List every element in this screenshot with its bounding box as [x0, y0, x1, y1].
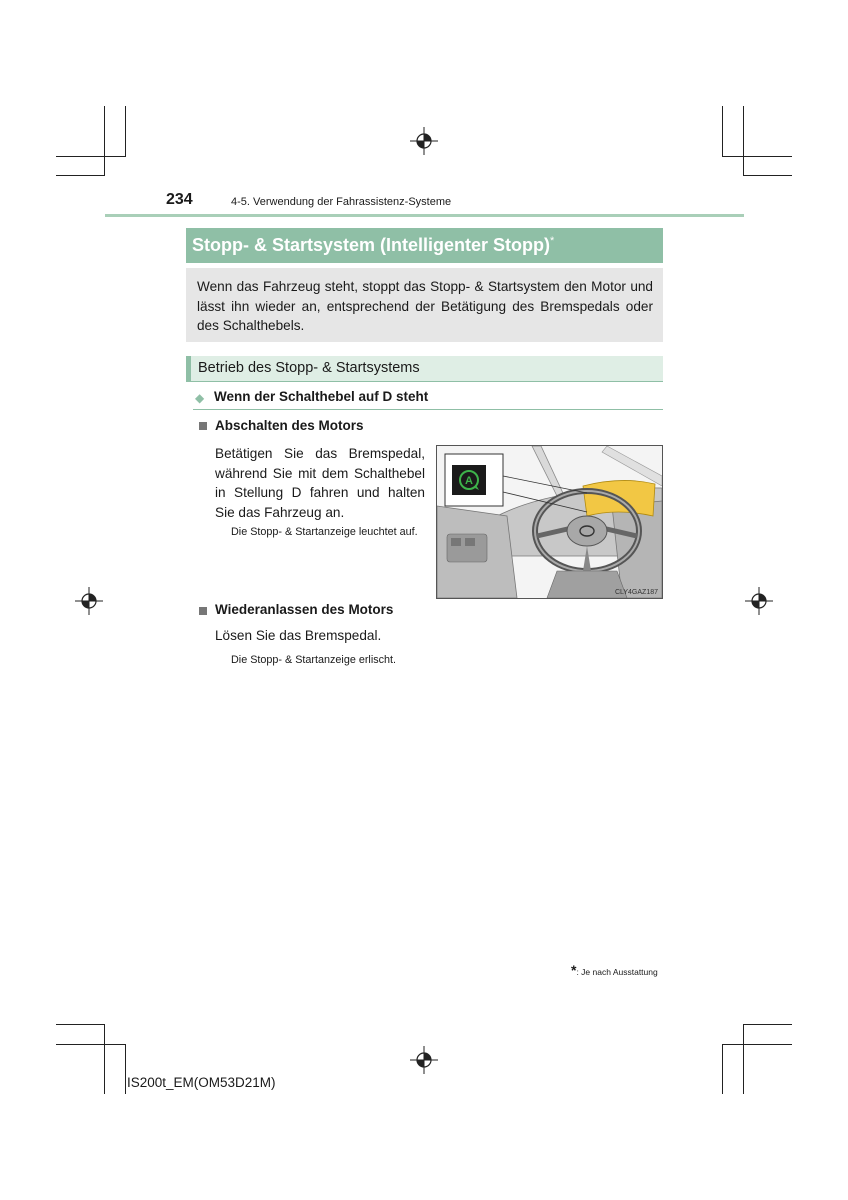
dashboard-drawing	[437, 446, 662, 598]
page-title-bar	[186, 228, 663, 263]
indicator-letter: A	[465, 475, 473, 487]
crop-mark	[125, 1044, 126, 1094]
crop-mark	[744, 175, 792, 176]
page-title	[192, 235, 554, 256]
crop-mark	[56, 156, 126, 157]
crop-mark	[722, 106, 723, 156]
footnote-marker: *	[550, 235, 555, 247]
crop-mark	[125, 106, 126, 156]
document-code: IS200t_EM(OM53D21M)	[127, 1075, 276, 1090]
footnote	[571, 962, 658, 980]
item-note-engine-stop: Die Stopp- & Startanzeige leuchtet auf.	[231, 526, 418, 538]
item-instruction-engine-restart: Lösen Sie das Bremspedal.	[215, 628, 382, 643]
illustration-dashboard	[436, 445, 663, 599]
registration-target-icon	[410, 1046, 438, 1074]
intro-text: Wenn das Fahrzeug steht, stoppt das Stopp- & Startsystem den Motor und lässt ihn wieder an, entsprechend der Betätigung des Bremspedals oder des Schalthebels.	[197, 279, 653, 333]
crop-mark	[743, 106, 744, 176]
condition-text: Wenn der Schalthebel auf D steht	[214, 389, 429, 404]
page-number: 234	[166, 191, 193, 208]
crop-mark	[744, 1024, 792, 1025]
section-heading-bar	[186, 356, 663, 382]
section-heading: Betrieb des Stopp- & Startsystems	[198, 360, 420, 376]
square-bullet-icon	[199, 607, 207, 615]
registration-target-icon	[745, 587, 773, 615]
crop-mark	[56, 1024, 104, 1025]
page-title-text: Stopp- & Startsystem (Intelligenter Stopp)	[192, 235, 551, 255]
figure-code: CLY4GAZ187	[614, 589, 658, 596]
item-title-engine-restart: Wiederanlassen des Motors	[215, 602, 394, 617]
item-note-engine-restart: Die Stopp- & Startanzeige erlischt.	[231, 654, 397, 666]
item-instruction-engine-stop: Betätigen Sie das Bremspedal, während Sie mit dem Schalthebel in Stellung D fahren und halten Sie das Fahrzeug an.	[215, 446, 425, 520]
crop-mark	[722, 156, 792, 157]
crop-mark	[56, 175, 104, 176]
diamond-bullet-icon: ◆	[195, 391, 205, 405]
crop-mark	[743, 1024, 744, 1094]
crop-mark	[104, 1024, 105, 1094]
crop-mark	[56, 1044, 126, 1045]
condition-row	[193, 387, 663, 410]
square-bullet-icon	[199, 422, 207, 430]
crop-mark	[104, 106, 105, 176]
crop-mark	[722, 1044, 792, 1045]
footnote-text: : Je nach Ausstattung	[576, 967, 658, 977]
footnote-star: *	[571, 962, 577, 978]
crop-mark	[722, 1044, 723, 1094]
section-breadcrumb: 4-5. Verwendung der Fahrassistenz-Systeme	[231, 196, 452, 208]
registration-target-icon	[410, 127, 438, 155]
registration-target-icon	[75, 587, 103, 615]
item-title-engine-stop: Abschalten des Motors	[215, 418, 364, 433]
header-divider	[105, 214, 744, 217]
intro-box	[186, 268, 663, 342]
